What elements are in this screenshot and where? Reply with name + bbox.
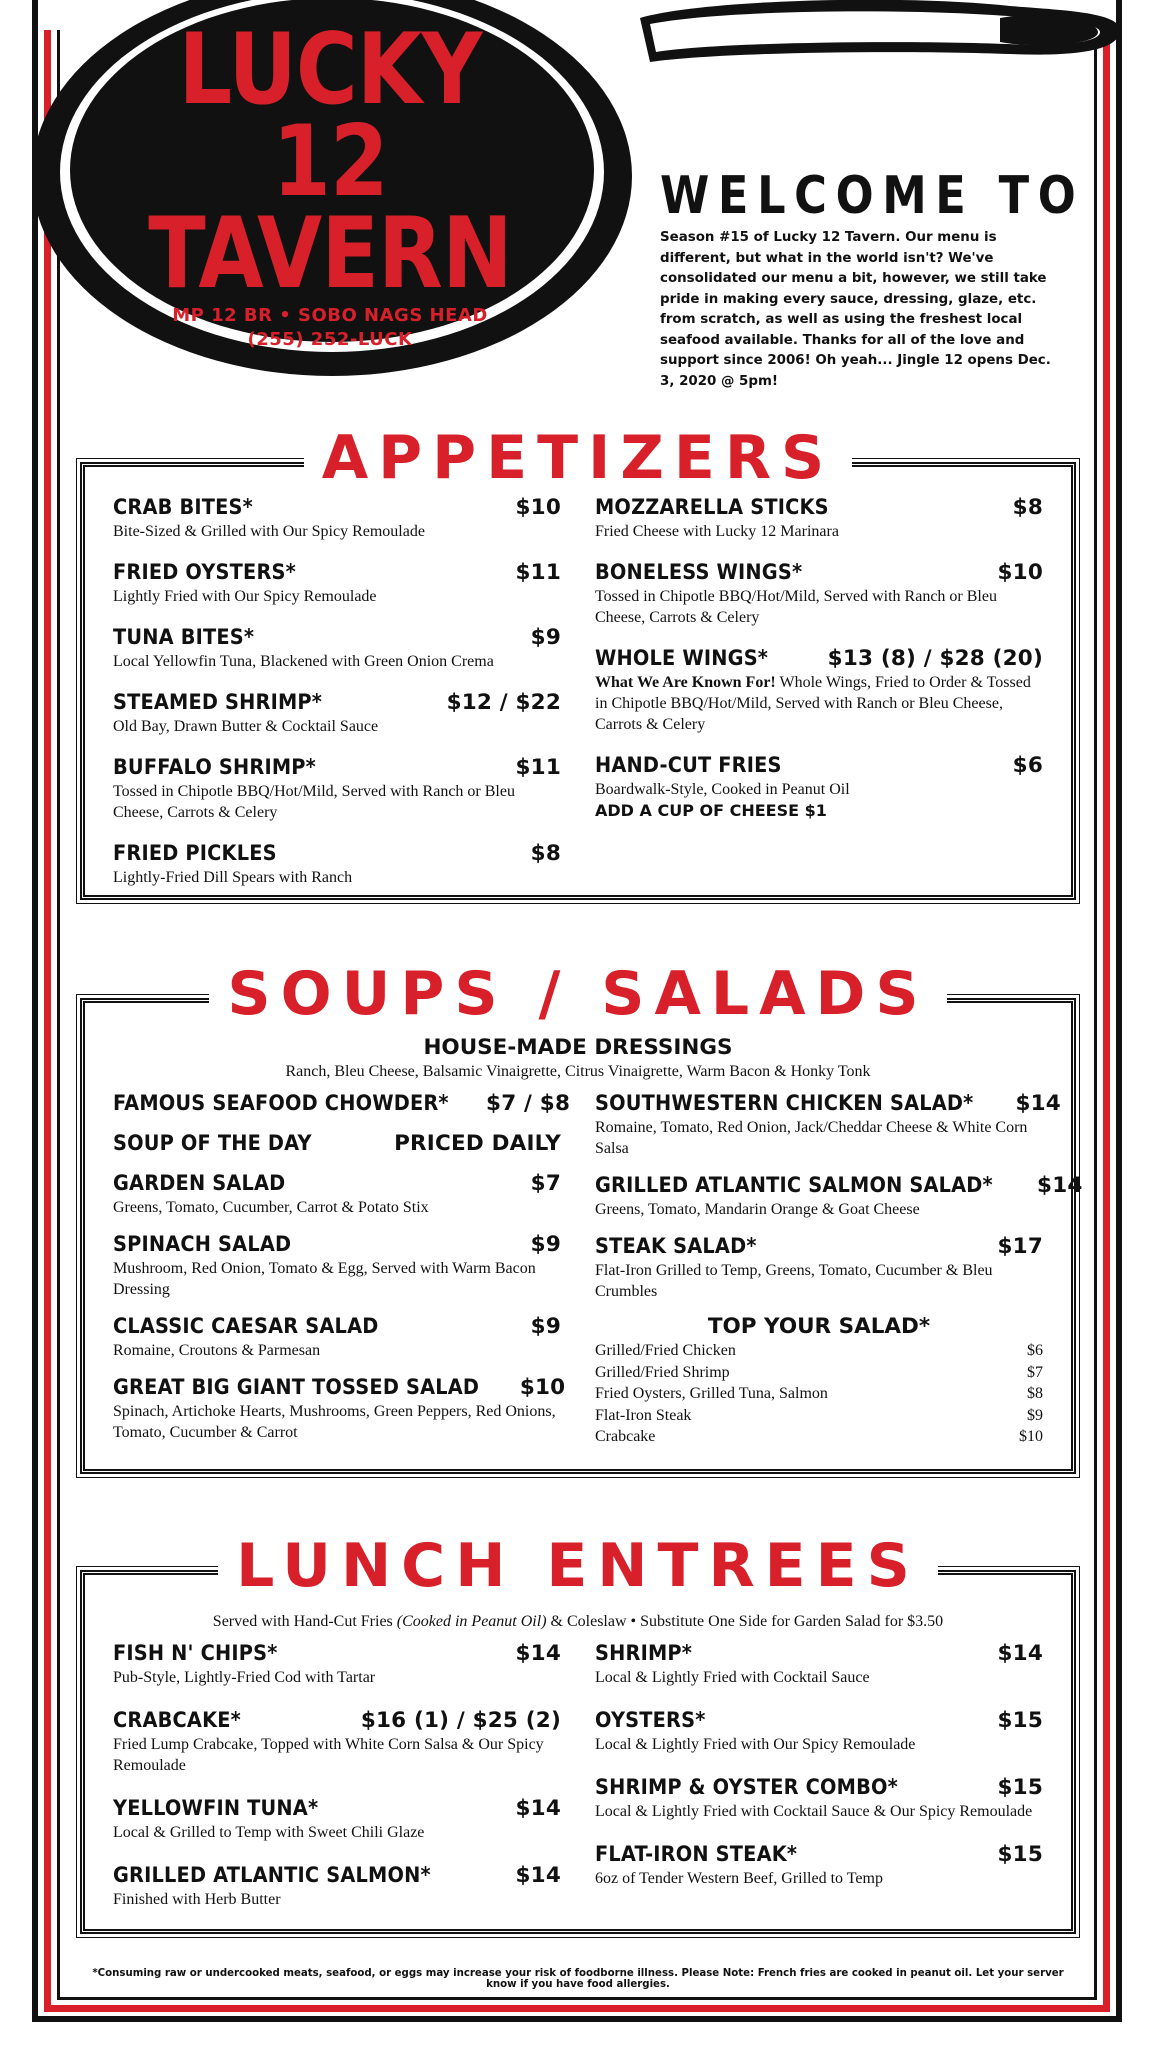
item-name: FISH N' CHIPS* xyxy=(113,1641,278,1666)
item-price: $15 xyxy=(997,1842,1043,1867)
item-description-text: Greens, Tomato, Mandarin Orange & Goat Cheese xyxy=(595,1201,920,1218)
item-name: GRILLED ATLANTIC SALMON SALAD* xyxy=(595,1173,993,1198)
item-description xyxy=(113,586,561,607)
item-description xyxy=(595,521,1043,542)
item-name: YELLOWFIN TUNA* xyxy=(113,1796,319,1821)
item-description-text: Tossed in Chipotle BBQ/Hot/Mild, Served with Ranch or Bleu Cheese, Carrots & Celery xyxy=(113,783,515,821)
item-description xyxy=(113,867,561,888)
item-description-text: Local & Grilled to Temp with Sweet Chili Glaze xyxy=(113,1824,425,1841)
menu-item xyxy=(113,755,561,823)
menu-item xyxy=(113,1641,561,1688)
topping-price: $8 xyxy=(1027,1385,1043,1402)
menu-item xyxy=(113,1232,561,1300)
item-name: SPINACH SALAD xyxy=(113,1232,292,1257)
topping-row xyxy=(595,1340,1043,1362)
appetizers-right-column xyxy=(595,495,1043,839)
lunch-right-column xyxy=(595,1641,1043,1909)
item-description xyxy=(113,521,561,542)
item-description xyxy=(113,1734,561,1776)
menu-item xyxy=(595,753,1043,821)
item-name: BONELESS WINGS* xyxy=(595,560,803,585)
item-description xyxy=(113,1401,561,1443)
lunch-note-a: Served with Hand-Cut Fries xyxy=(212,1613,397,1630)
item-price: $14 xyxy=(1037,1173,1083,1198)
item-description xyxy=(113,716,561,737)
item-description-text: Local & Lightly Fried with Cocktail Sauce & Our Spicy Remoulade xyxy=(595,1803,1033,1820)
menu-item xyxy=(595,1842,1043,1889)
topping-name: Grilled/Fried Shrimp xyxy=(595,1363,730,1381)
item-description xyxy=(113,1822,561,1843)
lunch-left-column xyxy=(113,1641,561,1930)
item-description xyxy=(113,1258,561,1300)
appetizers-section xyxy=(80,423,1076,900)
item-price: $16 (1) / $25 (2) xyxy=(360,1708,561,1733)
menu-item xyxy=(595,560,1043,628)
item-name: CLASSIC CAESAR SALAD xyxy=(113,1314,379,1339)
menu-item xyxy=(595,495,1043,542)
item-description xyxy=(595,1667,1043,1688)
item-description-text: 6oz of Tender Western Beef, Grilled to Temp xyxy=(595,1870,883,1887)
menu-item xyxy=(595,646,1043,735)
topping-price: $10 xyxy=(1019,1428,1043,1445)
item-name: CRABCAKE* xyxy=(113,1708,241,1733)
welcome-heading: WELCOME TO xyxy=(660,166,1085,226)
soups-salads-title: SOUPS / SALADS xyxy=(209,961,946,1027)
item-highlight: What We Are Known For! xyxy=(595,674,776,691)
item-price: $11 xyxy=(515,560,561,585)
dressings-heading: HOUSE-MADE DRESSINGS xyxy=(423,1035,733,1060)
menu-item xyxy=(113,690,561,737)
item-name: STEAMED SHRIMP* xyxy=(113,690,323,715)
item-name: CRAB BITES* xyxy=(113,495,253,520)
menu-item xyxy=(595,1234,1043,1302)
menu-item xyxy=(595,1775,1043,1822)
topping-name: Crabcake xyxy=(595,1428,656,1445)
menu-item xyxy=(113,1708,561,1776)
item-description xyxy=(113,651,561,672)
item-price: $14 xyxy=(515,1796,561,1821)
item-price: $17 xyxy=(997,1234,1043,1259)
item-description-text: Spinach, Artichoke Hearts, Mushrooms, Green Peppers, Red Onions, Tomato, Cucumber & Carrot xyxy=(113,1403,556,1441)
lunch-note-c: & Coleslaw • Substitute One Side for Garden Salad for $3.50 xyxy=(546,1613,944,1630)
item-price: $14 xyxy=(515,1863,561,1888)
item-description xyxy=(595,779,1043,800)
dressings-list: Ranch, Bleu Cheese, Balsamic Vinaigrette, Citrus Vinaigrette, Warm Bacon & Honky Tonk xyxy=(285,1063,871,1080)
brand-phone: (255) 252-LUCK xyxy=(247,329,413,350)
appetizers-left-column xyxy=(113,495,561,906)
item-name: OYSTERS* xyxy=(595,1708,706,1733)
item-description xyxy=(113,1889,561,1910)
item-description-text: Old Bay, Drawn Butter & Cocktail Sauce xyxy=(113,718,379,735)
item-description xyxy=(113,1667,561,1688)
lunch-note xyxy=(85,1611,1071,1632)
item-price: $8 xyxy=(530,841,561,866)
item-name: FRIED PICKLES xyxy=(113,841,277,866)
item-description-text: Lightly-Fried Dill Spears with Ranch xyxy=(113,869,353,886)
item-description-text: Romaine, Croutons & Parmesan xyxy=(113,1342,321,1359)
item-price: $14 xyxy=(515,1641,561,1666)
menu-item xyxy=(113,495,561,542)
item-description-text: Lightly Fried with Our Spicy Remoulade xyxy=(113,588,377,605)
item-price: $9 xyxy=(530,625,561,650)
item-name: SHRIMP* xyxy=(595,1641,693,1666)
item-description-text: Local & Lightly Fried with Cocktail Sauce xyxy=(595,1669,870,1686)
item-description-text: Bite-Sized & Grilled with Our Spicy Remoulade xyxy=(113,523,425,540)
topping-row xyxy=(595,1426,1043,1448)
item-description-text: Fried Lump Crabcake, Topped with White Corn Salsa & Our Spicy Remoulade xyxy=(113,1736,544,1774)
item-name: FLAT-IRON STEAK* xyxy=(595,1842,798,1867)
menu-item xyxy=(113,1314,561,1361)
brand-location: MP 12 BR • SOBO NAGS HEAD xyxy=(172,305,488,326)
item-description-text: Romaine, Tomato, Red Onion, Jack/Cheddar Cheese & White Corn Salsa xyxy=(595,1119,1028,1157)
item-name: SOUTHWESTERN CHICKEN SALAD* xyxy=(595,1091,974,1116)
item-price: $9 xyxy=(530,1314,561,1339)
brand-name-line2: TAVERN xyxy=(148,197,512,311)
toppings-list xyxy=(595,1340,1043,1448)
item-description-text: Flat-Iron Grilled to Temp, Greens, Tomato, Cucumber & Bleu Crumbles xyxy=(595,1262,993,1300)
lunch-note-b: (Cooked in Peanut Oil) xyxy=(396,1613,547,1630)
item-price: $7 / $8 xyxy=(486,1091,571,1116)
menu-item xyxy=(113,1796,561,1843)
item-name: FRIED OYSTERS* xyxy=(113,560,296,585)
menu-item xyxy=(113,841,561,888)
allergy-footnote: *Consuming raw or undercooked meats, seafood, or eggs may increase your risk of foodborne illness. Please Note: French fries are cooked in peanut oil. Let your server know if you have food allergies. xyxy=(92,1968,1064,1990)
item-price: $9 xyxy=(530,1232,561,1257)
item-description xyxy=(595,672,1043,735)
item-description xyxy=(595,1868,1043,1889)
item-description-text: Tossed in Chipotle BBQ/Hot/Mild, Served with Ranch or Bleu Cheese, Carrots & Celery xyxy=(595,588,997,626)
menu-item xyxy=(595,1708,1043,1755)
item-price: $10 xyxy=(519,1375,566,1400)
soups-left-column xyxy=(113,1091,571,1457)
item-description-text: Finished with Herb Butter xyxy=(113,1891,281,1908)
item-name: MOZZARELLA STICKS xyxy=(595,495,829,520)
item-name: SOUP OF THE DAY xyxy=(113,1131,312,1156)
item-name: FAMOUS SEAFOOD CHOWDER* xyxy=(113,1091,449,1116)
item-price: $15 xyxy=(997,1708,1043,1733)
menu-item xyxy=(113,625,561,672)
menu-item xyxy=(113,560,561,607)
item-price: $8 xyxy=(1012,495,1043,520)
menu-item xyxy=(113,1863,561,1910)
item-price: $10 xyxy=(515,495,561,520)
topping-row xyxy=(595,1383,1043,1405)
soups-salads-section xyxy=(80,959,1083,1474)
appetizers-title: APPETIZERS xyxy=(304,425,853,491)
menu-item xyxy=(113,1171,561,1218)
item-description-text: Mushroom, Red Onion, Tomato & Egg, Served with Warm Bacon Dressing xyxy=(113,1260,536,1298)
item-description-text: Whole Wings, Fried to Order & Tossed in Chipotle BBQ/Hot/Mild, Served with Ranch or Bleu Cheese, Carrots & Celery xyxy=(595,674,1031,733)
item-description xyxy=(595,1260,1043,1302)
item-description xyxy=(595,1801,1043,1822)
topping-price: $9 xyxy=(1027,1406,1043,1424)
lunch-entrees-section xyxy=(80,1531,1076,1934)
item-description xyxy=(595,1199,1043,1220)
menu-item xyxy=(595,1173,1083,1220)
item-price: $6 xyxy=(1012,753,1043,778)
menu-item xyxy=(113,1131,561,1157)
item-price: $15 xyxy=(997,1775,1043,1800)
topping-name: Grilled/Fried Chicken xyxy=(595,1342,736,1359)
menu-item xyxy=(113,1375,566,1443)
item-price: $13 (8) / $28 (20) xyxy=(827,646,1043,671)
item-price: $10 xyxy=(997,560,1043,585)
topping-name: Fried Oysters, Grilled Tuna, Salmon xyxy=(595,1385,828,1402)
item-price: $12 / $22 xyxy=(446,690,561,715)
menu-item xyxy=(595,1091,1061,1159)
item-description-text: Pub-Style, Lightly-Fried Cod with Tartar xyxy=(113,1669,376,1686)
item-description xyxy=(113,1340,561,1361)
item-description-text: Boardwalk-Style, Cooked in Peanut Oil xyxy=(595,781,850,798)
welcome-text: Season #15 of Lucky 12 Tavern. Our menu is different, but what in the world isn't? We've consolidated our menu a bit, however, we still take pride in making every sauce, dressing, glaze, etc. from scratch, as well as using the freshest local seafood available. Thanks for all of the love and support since 2006! Oh yeah... Jingle 12 opens Dec. 3, 2020 @ 5pm! xyxy=(660,230,1051,389)
item-addon: ADD A CUP OF CHEESE $1 xyxy=(595,801,827,820)
lunch-entrees-title: LUNCH ENTREES xyxy=(218,1533,938,1599)
item-price: $11 xyxy=(515,755,561,780)
item-description-text: Fried Cheese with Lucky 12 Marinara xyxy=(595,523,839,540)
item-name: BUFFALO SHRIMP* xyxy=(113,755,316,780)
brand-name-line1: LUCKY 12 xyxy=(178,13,482,219)
item-name: HAND-CUT FRIES xyxy=(595,753,782,778)
menu-item xyxy=(113,1091,571,1117)
item-price: PRICED DAILY xyxy=(394,1131,561,1156)
topping-row xyxy=(595,1405,1043,1427)
item-name: WHOLE WINGS* xyxy=(595,646,769,671)
item-name: STEAK SALAD* xyxy=(595,1234,757,1259)
item-description-text: Greens, Tomato, Cucumber, Carrot & Potato Stix xyxy=(113,1199,429,1216)
topping-name: Flat-Iron Steak xyxy=(595,1406,692,1424)
soups-right-column xyxy=(595,1091,1083,1448)
topping-price: $6 xyxy=(1027,1342,1043,1359)
item-name: GRILLED ATLANTIC SALMON* xyxy=(113,1863,431,1888)
item-description xyxy=(595,1117,1043,1159)
topping-row xyxy=(595,1362,1043,1384)
menu-item xyxy=(595,1641,1043,1688)
item-description xyxy=(595,586,1043,628)
item-description xyxy=(113,1197,561,1218)
item-name: GARDEN SALAD xyxy=(113,1171,286,1196)
item-price: $14 xyxy=(1015,1091,1061,1116)
item-description-text: Local & Lightly Fried with Our Spicy Remoulade xyxy=(595,1736,916,1753)
item-description-text: Local Yellowfin Tuna, Blackened with Green Onion Crema xyxy=(113,653,494,670)
item-price: $7 xyxy=(530,1171,561,1196)
logo xyxy=(100,13,560,352)
welcome-block xyxy=(660,166,1085,392)
item-name: GREAT BIG GIANT TOSSED SALAD xyxy=(113,1375,480,1400)
topping-price: $7 xyxy=(1027,1363,1043,1381)
item-name: TUNA BITES* xyxy=(113,625,255,650)
item-description xyxy=(113,781,561,823)
item-description xyxy=(595,1734,1043,1755)
top-your-salad-heading: TOP YOUR SALAD* xyxy=(707,1314,931,1339)
item-name: SHRIMP & OYSTER COMBO* xyxy=(595,1775,898,1800)
item-price: $14 xyxy=(997,1641,1043,1666)
